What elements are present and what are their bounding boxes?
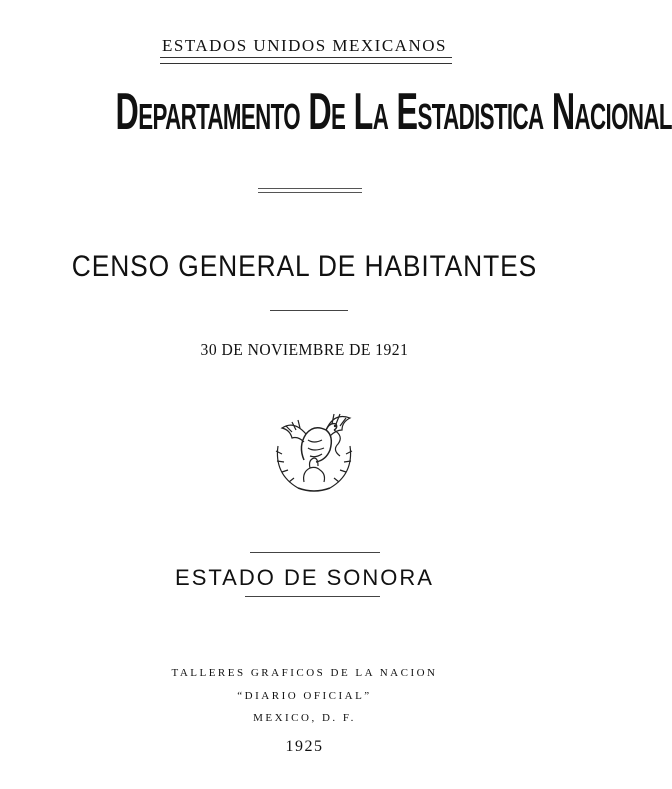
department-word-5: NACIONAL (551, 83, 672, 141)
separator-rule-1 (258, 188, 362, 193)
separator-rule-2 (270, 310, 348, 311)
state-title: ESTADO DE SONORA (175, 565, 434, 590)
publication-year: 1925 (285, 738, 324, 755)
department-word-1: DEPARTAMENTO (115, 83, 301, 141)
header-double-rule (160, 57, 452, 64)
separator-rule-4 (245, 596, 380, 597)
newspaper-line: “DIARIO OFICIAL” (237, 690, 372, 702)
department-word-4: ESTADISTICA (396, 83, 544, 141)
department-word-3: LA (353, 83, 389, 141)
department-title (115, 82, 672, 142)
census-title: CENSO GENERAL DE HABITANTES (71, 250, 538, 283)
printer-line: TALLERES GRAFICOS DE LA NACION (171, 667, 438, 679)
census-date: 30 DE NOVIEMBRE DE 1921 (200, 340, 409, 359)
department-word-2: DE (308, 83, 346, 141)
city-line: MEXICO, D. F. (253, 712, 356, 724)
mexican-coat-of-arms-icon (264, 396, 364, 496)
separator-rule-3 (250, 552, 380, 553)
country-heading: ESTADOS UNIDOS MEXICANOS (162, 36, 447, 55)
